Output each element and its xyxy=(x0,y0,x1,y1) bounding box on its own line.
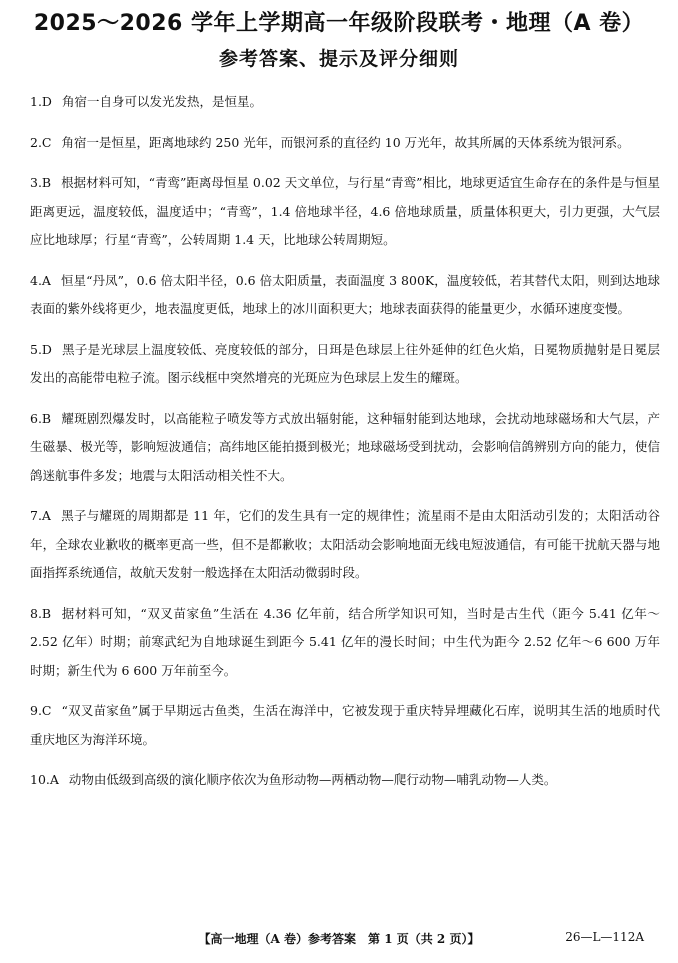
answer-number: 4.A xyxy=(30,272,51,288)
answer-number: 3.B xyxy=(30,175,52,190)
answer-explanation: 角宿一是恒星，距离地球约 250 光年，而银河系的直径约 10 万光年，故其所属的天体系统为银河系。 xyxy=(61,134,630,150)
answer-number: 9.C xyxy=(30,703,52,718)
answer-item-4 xyxy=(30,267,660,324)
answer-explanation: 据材料可知，“双叉苗家鱼”生活在 4.36 亿年前，结合所学知识可知，当时是古生代（距今 5.41 亿年～2.52 亿年）时期；前寒武纪为自地球诞生到距今 5.41 亿年的漫长时间；中生代为距今 2.52 亿年～6 600 万年时期；新生代为 6 600 万年前至今。 xyxy=(30,605,660,678)
answer-explanation: 角宿一自身可以发光发热，是恒星。 xyxy=(61,94,262,109)
answer-item-6 xyxy=(30,405,660,491)
answer-list xyxy=(30,88,660,807)
answer-number: 7.A xyxy=(30,508,51,523)
answer-explanation: 黑子是光球层上温度较低、亮度较低的部分，日珥是色球层上往外延伸的红色火焰，日冕物质抛射是日冕层发出的高能带电粒子流。图示线框中突然增亮的光斑应为色球层上发生的耀斑。 xyxy=(30,341,660,385)
answer-explanation: 恒星“丹凤”，0.6 倍太阳半径，0.6 倍太阳质量，表面温度 3 800K，温度较低，若其替代太阳，则到达地球表面的紫外线将更少，地表温度更低，地球上的冰川面积更大；地球表面获得的能量更少，水循环速度变慢。 xyxy=(30,272,660,316)
answer-item-5 xyxy=(30,336,660,393)
answer-number: 1.D xyxy=(30,94,52,109)
page-subtitle: 参考答案、提示及评分细则 xyxy=(218,48,459,70)
answer-item-2 xyxy=(30,129,660,158)
answer-item-1 xyxy=(30,88,660,117)
answer-number: 6.B xyxy=(30,410,52,426)
answer-item-10 xyxy=(30,766,660,795)
answer-number: 5.D xyxy=(30,341,52,357)
footer-page-info: 【高一地理（A 卷）参考答案 第 1 页（共 2 页）】 xyxy=(198,932,480,946)
page-footer xyxy=(0,930,678,954)
answer-item-7 xyxy=(30,502,660,588)
answer-number: 8.B xyxy=(30,605,52,621)
answer-number: 10.A xyxy=(30,772,59,787)
answer-explanation: 动物由低级到高级的演化顺序依次为鱼形动物—两栖动物—爬行动物—哺乳动物—人类。 xyxy=(68,772,557,787)
answer-explanation: 耀斑剧烈爆发时，以高能粒子喷发等方式放出辐射能，这种辐射能到达地球，会扰动地球磁场和大气层，产生磁暴、极光等，影响短波通信；高纬地区能拍摄到极光；地球磁场受到扰动，会影响信鸽辨别方向的能力，使信鸽迷航事件多发；地震与太阳活动相关性不大。 xyxy=(30,410,660,483)
answer-explanation: “双叉苗家鱼”属于早期远古鱼类，生活在海洋中，它被发现于重庆特异埋藏化石库，说明其生活的地质时代重庆地区为海洋环境。 xyxy=(30,703,660,747)
answer-number: 2.C xyxy=(30,134,52,150)
answer-item-9 xyxy=(30,697,660,754)
answer-item-8 xyxy=(30,600,660,686)
answer-item-3 xyxy=(30,169,660,255)
answer-explanation: 根据材料可知，“青鸾”距离母恒星 0.02 天文单位，与行星“青鸾”相比，地球更适宜生命存在的条件是与恒星距离更远，温度较低，温度适中；“青鸾”，1.4 倍地球半径，4.6 倍地球质量，质量体积更大，引力更强，大气层应比地球厚；行星“青鸾”，公转周期 1.4 天，比地球公转周期短。 xyxy=(30,175,660,247)
page-title: 2025～2026 学年上学期高一年级阶段联考・地理（A 卷） xyxy=(33,11,645,36)
answer-explanation: 黑子与耀斑的周期都是 11 年，它们的发生具有一定的规律性；流星雨不是由太阳活动引发的；太阳活动谷年，全球农业歉收的概率更高一些，但不是都歉收；太阳活动会影响地面无线电短波通信，有可能干扰航天器与地面指挥系统通信，故航天发射一般选择在太阳活动微弱时段。 xyxy=(30,508,660,580)
footer-exam-code: 26—L—112A xyxy=(565,930,644,944)
